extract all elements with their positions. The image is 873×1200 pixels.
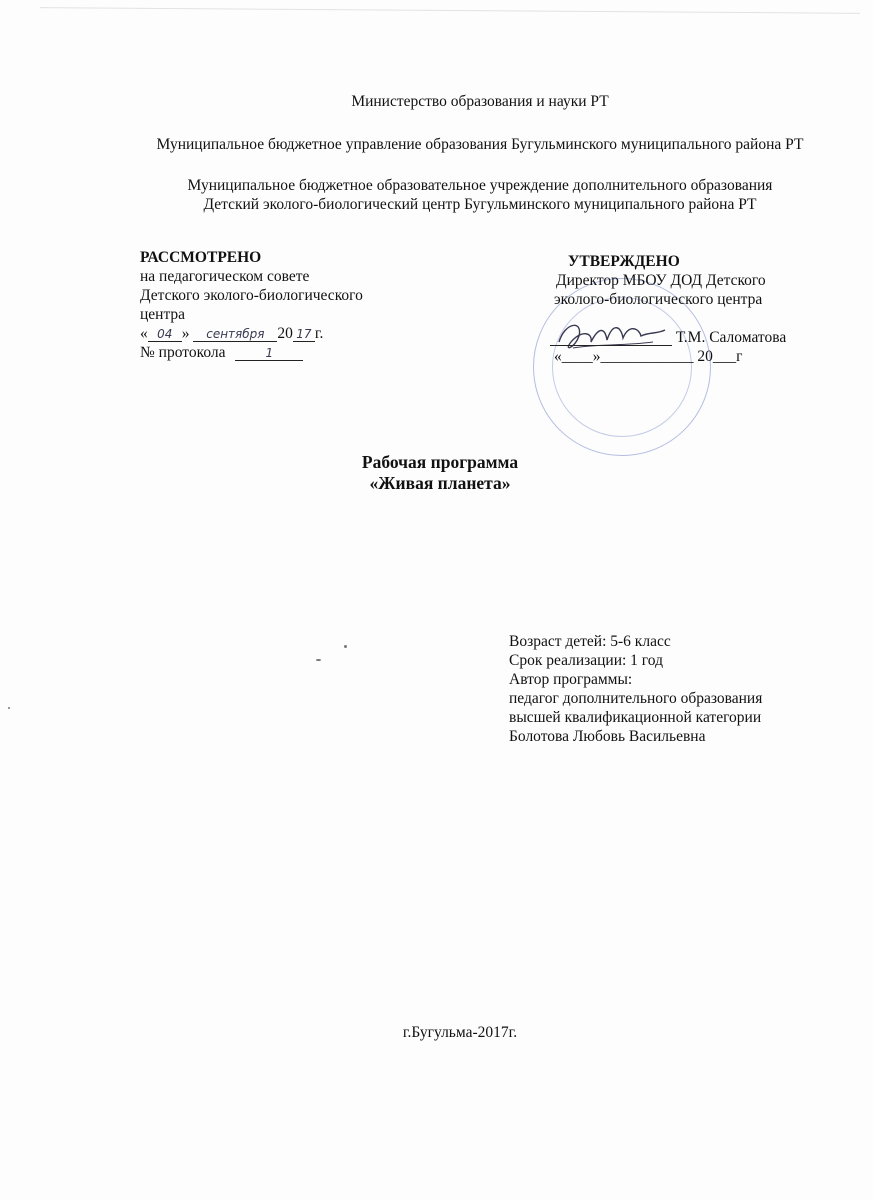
year-end: г.: [314, 325, 324, 342]
month-handwritten: сентября: [193, 327, 277, 342]
day-handwritten: 04: [148, 327, 182, 342]
open-quote: «: [140, 325, 148, 342]
author-role-1: педагог дополнительного образования: [509, 690, 763, 707]
considered-line-2: Детского эколого-биологического: [140, 287, 363, 304]
author-name: Болотова Любовь Васильевна: [509, 728, 706, 745]
considered-line-1: на педагогическом совете: [140, 268, 310, 285]
program-info-block: [509, 632, 839, 746]
place-year: г.Бугульма-2017г.: [402, 1024, 518, 1041]
approved-date-line: «____»____________ 20___г: [554, 348, 743, 365]
term-line: Срок реализации: 1 год: [509, 652, 663, 669]
age-line: Возраст детей: 5-6 класс: [509, 633, 671, 650]
considered-date: [140, 324, 440, 343]
scan-edge-line: [40, 7, 860, 18]
close-quote: »: [181, 325, 190, 342]
ministry-line: Министерство образования и науки РТ: [351, 93, 609, 110]
approved-line-2: эколого-биологического центра: [554, 291, 763, 308]
program-name: «Живая планета»: [369, 473, 511, 493]
institution-line: Муниципальное бюджетное образовательное учреждение дополнительного образования: [187, 177, 773, 194]
author-label: Автор программы:: [509, 671, 633, 688]
signature-line: [520, 328, 810, 347]
protocol-number-handwritten: 1: [235, 346, 303, 361]
approved-block: [520, 252, 810, 366]
scan-speck: [8, 707, 10, 709]
year-prefix: 20: [277, 325, 293, 342]
considered-heading: РАССМОТРЕНО: [140, 249, 262, 266]
program-title: Рабочая программа: [361, 452, 519, 472]
signer-name: Т.М. Саломатова: [675, 329, 787, 346]
institution-block: [120, 176, 840, 214]
scan-speck: [316, 659, 321, 661]
approved-line-1: Директор МБОУ ДОД Детского: [556, 272, 766, 289]
approved-heading: УТВЕРЖДЕНО: [568, 253, 680, 270]
author-role-2: высшей квалификационной категории: [509, 709, 762, 726]
considered-block: [140, 248, 440, 362]
protocol-line: [140, 343, 440, 362]
protocol-label: № протокола: [140, 344, 226, 361]
administration-line: Муниципальное бюджетное управление образования Бугульминского муниципального района РТ: [156, 136, 804, 153]
center-line: Детский эколого-биологический центр Бугульминского муниципального района РТ: [203, 196, 757, 213]
scan-speck: [344, 645, 347, 648]
considered-line-3: центра: [140, 306, 186, 323]
program-title-block: [250, 452, 630, 494]
year-handwritten: 17: [293, 327, 315, 342]
signature-blank: [550, 331, 672, 346]
